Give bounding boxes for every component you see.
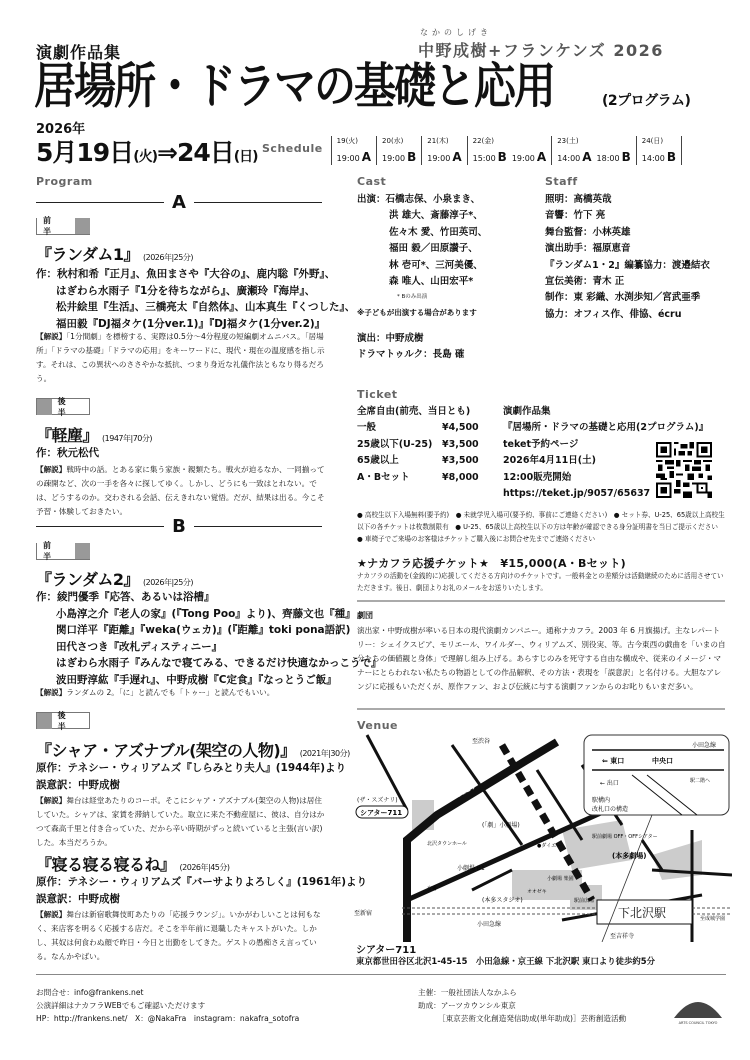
start-dow: (火) (133, 149, 157, 165)
price-value: ¥3,500 (442, 455, 479, 467)
day-label: 24(日) (641, 137, 664, 145)
staff-line: 協力：オフィス作、俳協、écru (545, 308, 682, 320)
schedule-label: Schedule (262, 142, 323, 155)
work-credit (36, 445, 99, 462)
work-meta: (1947年|70分) (102, 434, 152, 443)
show-program: A (361, 150, 372, 164)
half-label: 前 半 (43, 216, 54, 236)
contact-email-link[interactable]: お問合せ：info@frankens.net (36, 988, 144, 997)
staff-heading: Staff (545, 175, 578, 188)
staff-line: 演出助手：福原恵音 (545, 243, 631, 255)
cast-heading: Cast (357, 175, 387, 188)
grant-line: ［東京芸術文化創造発信助成(単年助成)］芸術創造活動 (438, 1014, 627, 1023)
half-label: 後 半 (57, 710, 69, 731)
credit-line: 作：秋元松代 (36, 447, 99, 459)
schedule-day (421, 136, 466, 165)
credit-line: 関口洋平『距離』『weka(ウェカ)』(『距離』toki pona語訳) (56, 624, 351, 636)
staff-line: 舞台監督：小林英雄 (545, 226, 631, 238)
cast-line: 福田 毅／田原讃子、 (389, 243, 478, 255)
staff-line: 宣伝美術：青木 正 (545, 276, 625, 288)
social-links[interactable]: HP：http://frankens.net/ X：@NakaFra instagram：nakafra_sotofra (36, 1014, 300, 1023)
work-meta: (2026年|25分) (143, 253, 193, 262)
show-program: B (621, 150, 631, 164)
show-program: B (666, 150, 676, 164)
desc-text: 「1分間劇」を標榜する、実際は0.5分〜4分程度の短編劇オムニバス。「居場所」「ドラマの基礎」「ドラマの応用」をキーワードに、現代・現在の温度感を指し示す。それは、この異状へのささやかな抵抗、つまり身近な礼儀作法ともなり得るだろう。 (36, 332, 325, 383)
divider (357, 600, 725, 602)
svg-text:中央口: 中央口 (652, 757, 673, 765)
svg-text:(本多劇場): (本多劇場) (612, 852, 647, 860)
dramaturg: ドラマトゥルク：長島 確 (357, 349, 465, 361)
svg-text:北沢タウンホール: 北沢タウンホール (427, 841, 467, 847)
title-text: 『軽塵』 (36, 426, 99, 445)
cast-line: 森 唯人、山田宏平* (389, 276, 474, 288)
svg-text:小劇場 楽園: 小劇場 楽園 (547, 876, 574, 882)
booking-line: 2026年4月11日(土) (503, 455, 596, 467)
work-title (36, 242, 193, 265)
schedule-day (331, 136, 376, 165)
work-credit (36, 874, 367, 907)
show-time: 19:00 (336, 154, 360, 163)
desc-label: 【解説】 (36, 688, 67, 697)
support-ticket-title: ★ナカフラ応援チケット★ ¥15,000(A・Bセット) (357, 557, 626, 570)
work-credit (36, 589, 382, 688)
schedule-day (376, 136, 421, 165)
svg-text:至渋谷: 至渋谷 (472, 738, 491, 745)
price-value: ¥3,500 (442, 438, 479, 450)
day-label: 21(木) (427, 137, 449, 145)
work-title (36, 423, 152, 446)
desc-text: 戦時中の話。とある家に集う家族・親類たち。戦火が迫るなか、一同揃っての疎開など、次の一手を各々に探してゆく。しかし、どうにも一致はとれない。では、どうするのか。交わされる会話、伝えきれない覚悟。だが、結果は出る。今こそ予習・体験しておきたい。 (36, 465, 325, 516)
credit-line: 原作：テネシー・ウィリアムズ『しらみとり夫人』(1944年)より (36, 762, 347, 774)
arts-council-logo-icon (668, 992, 728, 1026)
cast-line: 石橋志保、小泉まき、 (385, 194, 481, 205)
price-row (357, 437, 479, 453)
svg-text:駅前広場: 駅前広場 (574, 898, 595, 904)
second-half-tag (36, 398, 90, 415)
credit-line: 作：綾門優季『応答、あるいは浴槽』 (36, 591, 215, 603)
staff-line: 制作：東 彩織、水渕歩知／宮武亜季 (545, 292, 701, 304)
svg-text:⇐ 東口: ⇐ 東口 (602, 757, 625, 765)
svg-text:← 出口: ← 出口 (600, 780, 619, 787)
day-label: 22(金) (472, 137, 494, 145)
day-label: 20(水) (382, 137, 404, 145)
price-row (357, 420, 479, 436)
schedule (262, 136, 682, 165)
price-label: 65歳以上 (357, 455, 399, 467)
program-letter: A (172, 192, 186, 213)
first-half-tag (36, 543, 90, 560)
credit-line: 小島淳之介『老人の家』(『Tong Poo』より)、齊藤文也『種』 (56, 607, 356, 620)
booking-line: 『居場所・ドラマの基礎と応用(2プログラム)』 (503, 422, 709, 434)
station-label: 下北沢駅 (617, 906, 667, 920)
price-value: ¥8,000 (442, 471, 479, 483)
svg-text:小田急線: 小田急線 (692, 742, 717, 749)
children-note: ※子どもが出演する場合があります (357, 308, 477, 317)
year: 2026年 (36, 122, 86, 137)
svg-text:シアター711: シアター711 (360, 809, 403, 817)
credit-line: 作：秋村和希『正月』、魚田まさや『大谷の』、鹿内聡『外野』、 (36, 268, 336, 280)
show-time: 19:00 (427, 154, 451, 163)
ticket-heading: Ticket (357, 388, 398, 401)
director: 演出：中野成樹 (357, 333, 424, 344)
staff-line: 『ランダム1・2』編纂協力：渡邉結衣 (545, 259, 710, 271)
work-description (36, 908, 326, 964)
asterisk-note: * Bのみ出演 (397, 294, 428, 300)
svg-text:(「劇」小劇場): (「劇」小劇場) (482, 822, 520, 829)
footer-credits (418, 986, 626, 1025)
svg-text:至成城学園: 至成城学園 (700, 916, 726, 922)
page-subtitle: (2プログラム) (602, 93, 691, 109)
credit-line: 誤意訳：中野成樹 (36, 778, 120, 791)
desc-text: 舞台は新宿歌舞伎町あたりの「応援ラウンジ」。いかがわしいことは何もなく、来店客を明るく応援する店だ。そこを半年前に退職したキャストがいた。しかし、其奴は何食わぬ顔で昨日・今日と出勤をしてきた。ゲストの愚痴さえ言っている。なんかやばい。 (36, 910, 321, 961)
staff-line: 音響：竹下 亮 (545, 210, 606, 222)
troupe-heading: 劇団 (357, 611, 373, 620)
svg-text:オオゼキ: オオゼキ (527, 889, 547, 895)
svg-text:交番: 交番 (427, 886, 438, 892)
title-text: 『寝る寝る寝るね』 (36, 855, 176, 874)
svg-text:至新宿: 至新宿 (354, 910, 373, 917)
credit-line: 松井絵里『生活』、三橋亮太『自然体』、山本真生『くつした』、 (56, 301, 356, 313)
work-description (36, 463, 326, 519)
support-ticket-desc: ナカフラの活動を(金銭的に)応援してくださる方向けのチケットです。一般料金との差額分は活動継続のために活用させていただきます。後日、劇団よりお礼のメールをお送りいたします。 (357, 572, 724, 592)
footer-contact (36, 986, 299, 1025)
credit-line: はぎわら水雨子『みんなで寝てみる、できるだけ快適なかっこうで』 (56, 657, 382, 669)
organizer: 主催：一般社団法人なかふら (418, 988, 517, 997)
show-time: 14:00 (641, 154, 665, 163)
svg-text:駅構内: 駅構内 (592, 797, 611, 804)
page-title: 居場所・ドラマの基礎と応用 (34, 57, 555, 114)
svg-text:駅二階へ: 駅二階へ (690, 778, 711, 784)
ticket-notes: ● 高校生以下入場無料(要予約) ● 未就学児入場可(要予約、事前にご連絡ください) ● セット券、U-25、65歳以上高校生以下の各チケットは枚数制限有 ● U-25、65歳以上高校生以下の方は年齢が確認できる身分証明書を当日ご提示ください ● 車椅子でご来場のお客様はチケットご購入後にお問合せ先までご連絡ください (357, 511, 725, 543)
cast-line: 林 壱可*、三河美優、 (389, 259, 483, 271)
day-label: 23(土) (557, 137, 579, 145)
schedule-day (467, 136, 552, 165)
work-description (36, 794, 326, 850)
direction-credits (357, 331, 464, 364)
svg-text:改札口の構造: 改札口の構造 (592, 806, 629, 813)
cast-list (357, 192, 487, 290)
work-title (36, 567, 193, 590)
price-value: ¥4,500 (442, 422, 479, 434)
desc-label: 【解説】 (36, 465, 67, 474)
work-title (36, 852, 230, 875)
ticket-type: 全席自由(前売、当日とも) (357, 406, 471, 417)
credit-line: 福田毅『DJ福タケ(1分ver.1)』『DJ福タケ(1分ver.2)』 (56, 317, 326, 330)
price-row (357, 470, 479, 486)
troupe-description: 演出家・中野成樹が率いる日本の現代演劇カンパニー。通称ナカフラ。2003 年 6 月旗揚げ。主なレパートリー：シェイクスピア、モリエール、ワイルダー、ウィリアムズ、別役実、等。古今東西の戯曲を「いまの自分たちの価値観と身体」で理解し組み上げる。あらすじのみを死守する自由な構成や、従来のイメージ・マナーにとらわれない私たちの物語としての作品解釈、その方法・表現を「誤意訳」と名付ける。大胆なアレンジに応援もいただくが、原作ファン、および伝統に与する演劇ファンからのお叱りもいまだ多い。 (357, 626, 726, 691)
program-heading: Program (36, 175, 93, 188)
half-label: 後 半 (57, 396, 69, 417)
program-b-divider (36, 516, 322, 537)
venue-address: 東京都世田谷区北沢1-45-15 小田急線・京王線 下北沢駅 東口より徒歩約5分 (356, 956, 655, 966)
title-text: 『ランダム2』 (36, 570, 139, 589)
qr-code-icon[interactable] (656, 442, 712, 498)
work-credit (36, 760, 346, 793)
cast-line: 佐々木 愛、竹田英司、 (389, 226, 488, 238)
footer-divider (36, 974, 726, 975)
svg-text:●ダイエー: ●ダイエー (537, 843, 562, 849)
credit-line: 誤意訳：中野成樹 (36, 892, 120, 905)
show-program: A (536, 150, 547, 164)
work-description (36, 686, 326, 700)
svg-text:小劇場 B1: 小劇場 B1 (457, 865, 485, 872)
booking-line: 12:00販売開始 (503, 471, 572, 483)
work-meta: (2026年|25分) (143, 578, 193, 587)
price-label: 25歳以下(U-25) (357, 438, 433, 450)
divider (357, 708, 725, 710)
price-label: A・Bセット (357, 471, 410, 483)
svg-text:駅前劇場 OFF・OFFシアター: 駅前劇場 OFF・OFFシアター (592, 834, 658, 840)
svg-text:茶沢通り: 茶沢通り (449, 781, 478, 802)
day-label: 19(火) (336, 137, 359, 145)
half-label: 前 半 (43, 541, 54, 561)
desc-label: 【解説】 (36, 910, 67, 919)
show-time: 14:00 (557, 154, 581, 163)
credit-line: 波田野淳紘『手遅れ』、中野成樹『C定食』『なっとうご飯』 (56, 673, 337, 686)
show-program: A (452, 150, 462, 164)
credit-line: 田代さつき『改札ディスティニー』 (56, 640, 223, 653)
work-credit (36, 266, 355, 332)
schedule-day (636, 136, 682, 165)
show-time: 19:00 (382, 154, 406, 163)
price-row (357, 453, 479, 469)
web-note: 公演詳細はナカフラWEBでもご確認いただけます (36, 1001, 206, 1010)
end-dow: (日) (233, 149, 258, 165)
svg-text:(本多スタジオ): (本多スタジオ) (482, 897, 523, 904)
staff-list (545, 192, 710, 323)
desc-text: 舞台は経堂あたりのコーポ。そこにシャア・アズナブル(架空の人物)は居住していた。シャアは、家賃を滞納していた。取立に来た不動産屋に、彼は、自分はかつて森高千里と付き合っていた、だから辛い時期がずっと続いていると主張(言い訳)した。本当だろうか。 (36, 796, 325, 847)
show-time: 18:00 (596, 154, 620, 163)
cast-label: 出演： (357, 194, 386, 205)
svg-text:小田急線: 小田急線 (477, 921, 502, 928)
svg-text:(ザ・スズナリ): (ザ・スズナリ) (357, 797, 398, 804)
credit-line: 原作：テネシー・ウィリアムズ『バーサよりよろしく』(1961年)より (36, 876, 368, 888)
show-program: B (497, 150, 507, 164)
work-title (36, 738, 350, 761)
work-meta: (2021年|30分) (299, 749, 350, 758)
series-title: 演劇作品集 (36, 43, 122, 62)
show-program: B (407, 150, 417, 164)
venue-name: シアター711 (356, 945, 417, 956)
booking-line: teket予約ページ (503, 438, 579, 450)
svg-text:至吉祥寺: 至吉祥寺 (610, 933, 635, 940)
desc-label: 【解説】 (36, 332, 67, 341)
show-time: 19:00 (511, 154, 535, 163)
booking-line: 演劇作品集 (503, 406, 551, 417)
program-letter: B (172, 516, 186, 537)
end-day: 24日 (176, 138, 234, 167)
arrow-icon: ⇒ (156, 138, 177, 167)
second-half-tag (36, 712, 90, 729)
show-time: 15:00 (472, 154, 496, 163)
company-name: 中野成樹+フランケンズ 2026 (418, 41, 664, 60)
staff-line: 照明：高橋英哉 (545, 194, 612, 205)
work-description (36, 330, 326, 386)
venue-map[interactable] (352, 730, 732, 942)
desc-label: 【解説】 (36, 796, 67, 805)
desc-text: ランダムの 2。「に」と読んでも「トゥー」と読んでもいい。 (66, 688, 275, 697)
cast-line: 洪 雄大、斎藤淳子*、 (389, 210, 483, 222)
ticket-prices (357, 404, 479, 486)
program-a-divider (36, 192, 322, 213)
venue-heading: Venue (357, 719, 398, 732)
company-ruby: なかのしげき (420, 28, 492, 37)
title-text: 『シャア・アズナブル(架空の人物)』 (36, 741, 296, 760)
svg-text:ARTS COUNCIL TOKYO: ARTS COUNCIL TOKYO (678, 1021, 718, 1025)
start-day: 5月19日 (36, 138, 134, 167)
work-meta: (2026年|45分) (179, 863, 230, 872)
date-range (36, 133, 258, 169)
grant-line: 助成：アーツカウンシル東京 (418, 1001, 516, 1010)
schedule-day (551, 136, 636, 165)
credit-line: はぎわら水雨子『1分を待ちながら』、廣瀬玲『海岸』、 (56, 284, 316, 297)
show-program: A (582, 150, 592, 164)
first-half-tag (36, 218, 90, 235)
booking-url-link[interactable]: https://teket.jp/9057/65637 (503, 488, 651, 500)
title-text: 『ランダム1』 (36, 245, 139, 264)
price-label: 一般 (357, 422, 377, 434)
